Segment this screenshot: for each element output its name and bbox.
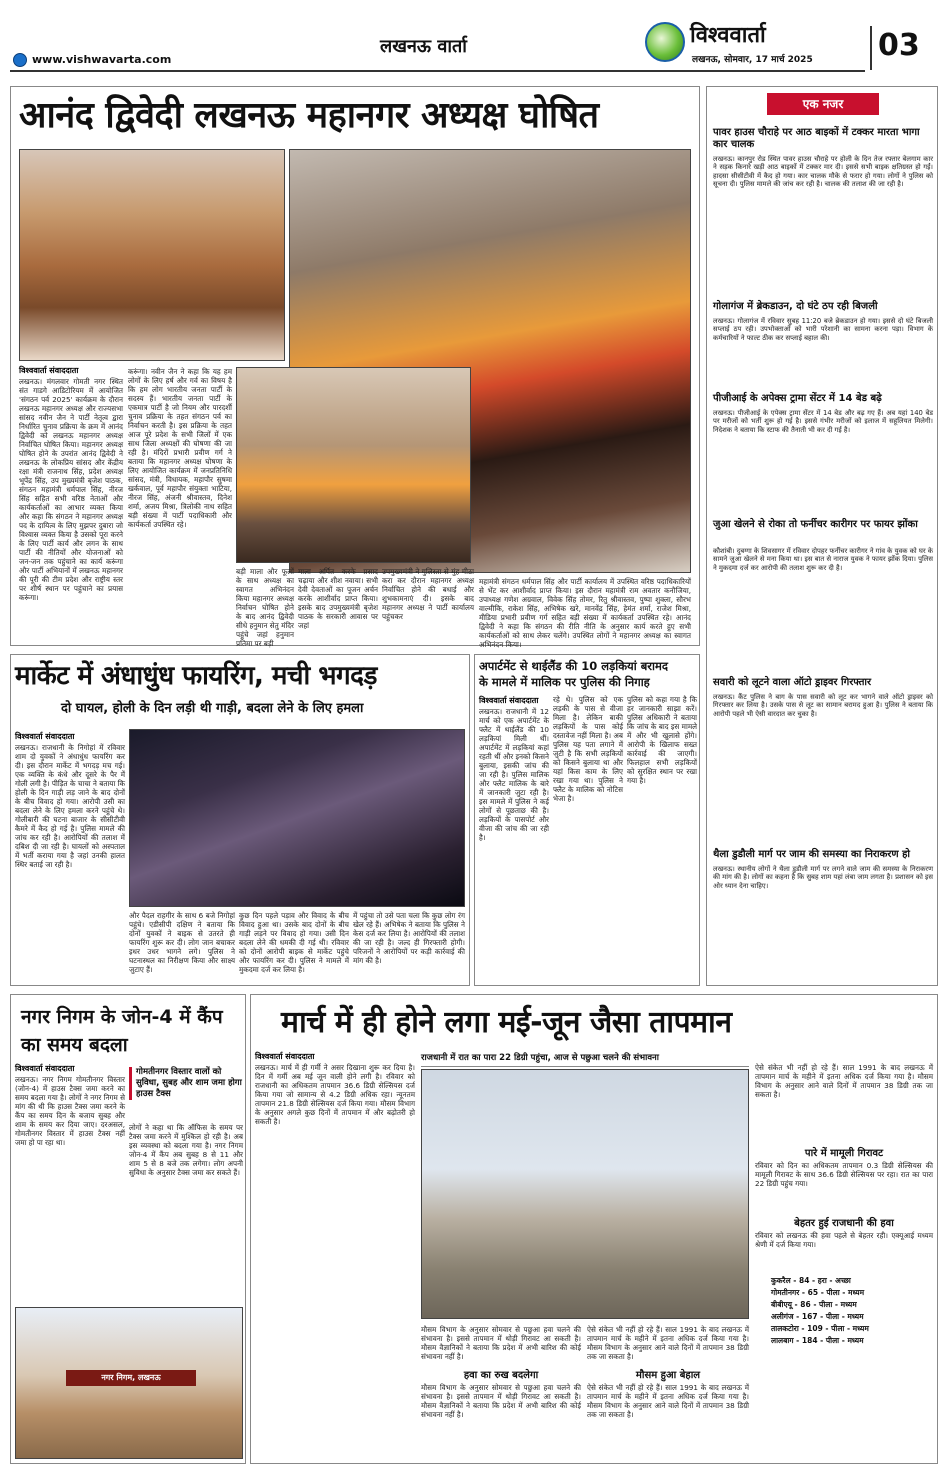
aqi-row: कुकरैल - 84 - हरा - अच्छा	[771, 1276, 851, 1285]
aqi-row: बीबीएयू - 86 - पीला - मध्यम	[771, 1300, 857, 1309]
page-number-divider	[870, 26, 872, 70]
lead-col-6: महामंत्री संगठन धर्मपाल सिंह और पार्टी कार्यालय में उपस्थित वरिष्ठ पदाधिकारियों से भेंट कर आशीर्वाद प्राप्त किया। इस दौरान महामंत्री राम अवतार कनौजिया, उपाध्यक्ष गणेश अग्रवाल, विवेक सिंह तोमर, रितु श्रीवास्तव, पुष्पा शुक्ला, सौरभ वाल्मीकि, राकेश सिंह, अभिषेक खरे, मानवेंद्र सिंह, हेमंत शर्मा, राजेश मिश्रा, मीडिया प्रभारी प्रवीण गर्ग सहित बड़ी संख्या में कार्यकर्ता उपस्थित रहे। आनंद द्विवेदी ने कहा कि संगठन की रीति नीति के अनुसार कार्य करते हुए सभी कार्यकर्ताओं को साथ लेकर चलेंगे। उपस्थित लोगों ने महानगर अध्यक्ष का स्वागत अभिनंदन किया।	[479, 577, 691, 649]
zone-pull-quote: गोमतीनगर विस्तार वालों को सुविधा, सुबह और शाम जमा होगा हाउस टैक्स	[129, 1067, 243, 1100]
market-col-4: में पहुंचा तो उसे पता चला कि कुछ लोग रंग खेल रहे हैं। अभिषेक ने बताया कि पुलिस ने केस दर्ज कर लिया है। आरोपियों की तलाश की जा रही है। जल्द ही गिरफ्तारी होगी। परिजनों ने आरोपियों पर कड़ी कार्रवाई की मांग की है।	[353, 911, 465, 965]
aqi-list	[771, 1275, 931, 1347]
aqi-row: गोमतीनगर - 65 - पीला - मध्यम	[771, 1288, 865, 1297]
sidebar-item-text: लखनऊ। गोलागंज में रविवार सुबह 11:20 बजे ब्रेकडाउन हो गया। इससे दो घंटे बिजली सप्लाई ठप रही। उपभोक्ताओं को भारी परेशानी का सामना करना पड़ा। विभाग के कर्मचारियों ने फाल्ट ठीक कर सप्लाई बहाल की।	[713, 317, 933, 342]
sidebar-item-title: जुआ खेलने से रोका तो फर्नीचर कारीगर पर फायर झोंका	[713, 519, 918, 530]
sidebar-item-text: लखनऊ। पीजीआई के एपेक्स ट्रामा सेंटर में 14 बेड और बढ़ गए हैं। अब यहां 140 बेड पर मरीजों को भर्ती शुरू हो गई है। इससे गंभीर मरीजों को इलाज में सहूलियत मिलेगी। निदेशक ने बताया कि स्टाफ की तैनाती भी कर दी गई है।	[713, 409, 933, 434]
heat-col-4b: रविवार को दिन का अधिकतम तापमान 0.3 डिग्री सेल्सियस की मामूली गिरावट के साथ 36.6 डिग्री सेल्सियस पर रहा। रात का पारा 22 डिग्री पहुंच गया।	[755, 1161, 933, 1188]
sidebar-item-title: गोलागंज में ब्रेकडाउन, दो घंटे ठप रही बिजली	[713, 301, 878, 312]
dateline: लखनऊ, सोमवार, 17 मार्च 2025	[692, 55, 813, 65]
heat-photo-caption: राजधानी में रात का पारा 22 डिग्री पहुंचा, आज से पछुआ चलने की संभावना	[421, 1053, 749, 1067]
heat-byline: विश्ववार्ता संवाददाता	[255, 1052, 315, 1061]
lead-byline: विश्ववार्ता संवाददाता	[19, 366, 79, 375]
apartment-col-3: पुलिस को कहा गया है कि हर जानकारी साझा करें। पुलिस अधिकारी ने बताया कि जांच के बाद इस मामले में और भी खुलासे होंगे। आरोपी के खिलाफ सख्त कार्रवाई की जाएगी। फिलहाल सभी लड़कियों को सुरक्षित स्थान पर रखा गया है।	[627, 695, 697, 785]
lead-col-4: माला अर्पित करके प्रसाद चढ़ाया और शीश नवाया। सभी देवी देवताओं का पूजन अर्चन करके आशीर्वाद प्राप्त किया। इसके बाद उपमुख्यमंत्री बृजेश पाठक के सरकारी आवास पर जहां	[298, 567, 378, 630]
market-col-1: लखनऊ। राजधानी के निगोहां में रविवार शाम दो युवकों ने अंधाधुंध फायरिंग कर दी। इस दौरान मार्केट में भगदड़ मच गई। एक व्यक्ति के कंधे और दूसरे के पैर में गोली लगी है। पीड़ित के चाचा ने बताया कि होली के दिन गाड़ी लड़ जाने के बाद दोनों के बीच विवाद हो गया। आरोपी उसी का बदला लेने के लिए हमला करने पहुंचे थे। गोलीबारी की घटना बाजार के सीसीटीवी कैमरे में कैद हो गई है। पुलिस मामले की जांच कर रही है। आरोपियों की तलाश में दबिश दी जा रही है। घायलों को अस्पताल में भर्ती कराया गया है जहां उनकी हालत स्थिर बताई जा रही है।	[15, 743, 125, 869]
aqi-row: तालकटोरा - 109 - पीला - मध्यम	[771, 1324, 869, 1333]
heat-subhead-2: मौसम हुआ बेहाल	[635, 1370, 701, 1381]
lead-story	[10, 86, 700, 649]
apartment-col-2: रहे थे। पुलिस को एक लड़की के पास से वीजा मिला है। लेकिन बाकी लड़कियों के पास कोई दस्तावेज नहीं मिला है। अब पुलिस यह पता लगाने में जुटी है कि सभी लड़कियों को किसने बुलाया था और यहां किस काम के लिए रखा गया था। पुलिस ने फ्लैट के मालिक को नोटिस भेजा है।	[553, 695, 623, 803]
heat-col-4: ऐसे संकेत भी नहीं हो रहे हैं। साल 1991 के बाद लखनऊ में तापमान मार्च के महीने में इतना अधिक दर्ज किया गया है। मौसम विभाग के अनुसार आने वाले दिनों में तापमान 38 डिग्री तक जा सकता है।	[755, 1063, 933, 1099]
zone-photo-building	[15, 1307, 243, 1459]
aqi-row: अलीगंज - 167 - पीला - मध्यम	[771, 1312, 864, 1321]
sidebar-ek-nazar	[706, 86, 938, 986]
lead-col-1: लखनऊ। मंगलवार गोमती नगर स्थित संत गाडगे आडिटोरियम में आयोजित 'संगठन पर्व 2025' कार्यक्रम के दौरान लखनऊ महानगर अध्यक्ष और राज्यसभा सांसद नवीन जैन ने पार्टी नेतृत्व द्वारा निर्धारित चुनाव प्रक्रिया के क्रम में आनंद द्विवेदी को लखनऊ महानगर अध्यक्ष निर्वाचित घोषित किया। महानगर अध्यक्ष घोषित होने के उपरांत आनंद द्विवेदी ने लखनऊ के लोकप्रिय सांसद और केंद्रीय रक्षा मंत्री राजनाथ सिंह, प्रदेश अध्यक्ष भूपेंद्र सिंह, उप मुख्यमंत्री बृजेश पाठक, संगठन महामंत्री धर्मपाल सिंह, नीरज सिंह सहित सभी वरिष्ठ नेताओं और कार्यकर्ताओं का आभार व्यक्त किया और कहा कि संगठन ने महानगर अध्यक्ष पद के दायित्व के लिए मुझपर दुबारा जो विश्वास व्यक्त किया है उसको पूरा करने के लिए पार्टी कार्य और लगन के साथ पार्टी की नीतियों और योजनाओं को जन-जन तक पहुंचाने का कार्य करूंगा और पार्टी अभियानों में लखनऊ महानगर की पूरी की टीम प्रदेश और राष्ट्रीय स्तर पर शीर्ष स्थान पर पहुंचाने का प्रयास करूंगा।	[19, 377, 123, 602]
masthead	[0, 0, 945, 78]
zone-col-1: लखनऊ। नगर निगम गोमतीनगर विस्तार (जोन-4) में हाउस टैक्स जमा करने का समय बदला गया है। लोगों ने नगर निगम से मांग की थी कि हाउस टैक्स जमा करने के कैंप का समय दिन के बजाय सुबह और शाम के समय कर दिया जाए। दरअसल, गोमतीनगर विस्तार में हाउस टैक्स नहीं जमा हो पा रहा था।	[15, 1075, 125, 1147]
sidebar-item-title: थैला डुडौली मार्ग पर जाम की समस्या का निराकरण हो	[713, 849, 910, 860]
heat-headline: मार्च में ही होने लगा मई-जून जैसा तापमान	[281, 1005, 732, 1040]
apartment-story	[474, 654, 700, 986]
market-story	[10, 654, 470, 986]
globe-icon	[13, 53, 27, 67]
heat-col-2b: मौसम विभाग के अनुसार सोमवार से पछुआ हवा चलने की संभावना है। इससे तापमान में थोड़ी गिरावट आ सकती है। मौसम वैज्ञानिकों ने बताया कि प्रदेश में अभी बारिश की कोई संभावना नहीं है।	[421, 1383, 581, 1419]
building-sign: नगर निगम, लखनऊ	[66, 1370, 196, 1386]
lead-col-3: बड़ी माला और फूलों के साथ अध्यक्ष का स्वागत अभिनंदन किया महानगर अध्यक्ष निर्वाचन घोषित होने के बाद आनंद द्विवेदी सीधे हनुमान सेतु मंदिर पहुंचे जहां हनुमान प्रतिमा पर बड़ी	[236, 567, 294, 648]
apartment-col-1: लखनऊ। राजधानी में 12 मार्च को एक अपार्टमेंट के फ्लैट में थाईलैंड की 10 लड़कियां मिली थीं। अपार्टमेंट में लड़कियां कहां रहती थीं और इनको किसने बुलाया, इसकी जांच की जा रही है। पुलिस मालिक और फ्लैट मालिक के बारे में जानकारी जुटा रही है। इस मामले में पुलिस ने कई लोगों से पूछताछ की है। लड़कियों के पासपोर्ट और वीजा की जांच की जा रही है।	[479, 707, 549, 842]
brand-logo-icon	[645, 22, 685, 62]
apartment-headline-line-1: अपार्टमेंट से थाईलैंड की 10 लड़कियां बरामद	[479, 659, 668, 673]
market-headline: मार्केट में अंधाधुंध फायरिंग, मची भगदड़	[15, 661, 377, 691]
heat-col-3: ऐसे संकेत भी नहीं हो रहे हैं। साल 1991 के बाद लखनऊ में तापमान मार्च के महीने में इतना अधिक दर्ज किया गया है। मौसम विभाग के अनुसार आने वाले दिनों में तापमान 38 डिग्री तक जा सकता है।	[587, 1325, 749, 1361]
lead-col-2: करूंगा। नवीन जैन ने कहा कि यह हम लोगों के लिए हर्ष और गर्व का विषय है कि हम लोग भारतीय जनता पार्टी के सदस्य हैं। भारतीय जनता पार्टी के एकमात्र पार्टी है जो नियम और पारदर्शी चुनाव प्रक्रिया के तहत संगठन पर्व का निर्वाचन करती है। इस प्रक्रिया के तहत आज पूरे प्रदेश के सभी जिलों में एक साथ जिला अध्यक्षों की घोषणा की जा रही है। मंदिरों प्रभारी प्रवीण गर्ग ने बताया कि महानगर अध्यक्ष घोषणा के लिए आयोजित कार्यक्रम में जनप्रतिनिधि सांसद, मंत्री, विधायक, महापौर सुषमा खर्कवाल, पूर्व महापौर संयुक्ता भाटिया, नीरज सिंह, अंजनी श्रीवास्तव, दिनेश शर्मा, अजय मिश्रा, त्रिलोकी नाथ सहित बड़ी संख्या में पार्टी पदाधिकारी और कार्यकर्ता उपस्थित रहे।	[128, 367, 232, 529]
heat-col-3b: ऐसे संकेत भी नहीं हो रहे हैं। साल 1991 के बाद लखनऊ में तापमान मार्च के महीने में इतना अधिक दर्ज किया गया है। मौसम विभाग के अनुसार आने वाले दिनों में तापमान 38 डिग्री तक जा सकता है।	[587, 1383, 749, 1419]
lead-photo-stage	[19, 149, 285, 361]
sidebar-item-title: पावर हाउस चौराहे पर आठ बाइकों में टक्कर मारता भागा कार चालक	[713, 127, 920, 150]
heat-photo-street	[421, 1069, 749, 1319]
market-col-2: और पैदल राहगीर के साथ 6 बजे निगोहां पहुंचे। एडीसीपी दक्षिण ने बताया कि दोनों युवकों ने बाइक से उतरते ही फायरिंग शुरू कर दी। लोग जान बचाकर इधर उधर भागने लगे। पुलिस ने घटनास्थल का निरीक्षण किया और साक्ष्य जुटाए हैं।	[129, 911, 235, 974]
heat-story	[250, 994, 938, 1464]
zone-byline: विश्ववार्ता संवाददाता	[15, 1064, 75, 1073]
lead-photo-group	[236, 367, 471, 563]
apartment-headline-line-2: के मामले में मालिक पर पुलिस की निगाह	[479, 675, 650, 689]
section-title: लखनऊ वार्ता	[380, 36, 467, 57]
market-photo	[129, 729, 465, 907]
heat-col-5: रविवार को लखनऊ की हवा पहले से बेहतर रही। एक्यूआई मध्यम श्रेणी में दर्ज किया गया।	[755, 1231, 933, 1249]
aqi-row: लालबाग - 184 - पीला - मध्यम	[771, 1336, 864, 1345]
heat-col-2: मौसम विभाग के अनुसार सोमवार से पछुआ हवा चलने की संभावना है। इससे तापमान में थोड़ी गिरावट आ सकती है। मौसम वैज्ञानिकों ने बताया कि प्रदेश में अभी बारिश की कोई संभावना नहीं है।	[421, 1325, 581, 1361]
masthead-rule	[10, 70, 865, 72]
market-byline: विश्ववार्ता संवाददाता	[15, 732, 75, 741]
sidebar-label: एक नजर	[767, 93, 879, 115]
zone-headline: नगर निगम के जोन-4 में कैंप का समय बदला	[21, 1006, 223, 1056]
sidebar-item-text: कौशांबी। दुबग्गा के शिवसागर में रविवार दोपहर फर्नीचर कारीगर ने गांव के युवक को घर के सामने जुआ खेलने से मना किया था। इस बात से नाराज युवक ने फायर झोंक दिया। पुलिस ने मुकदमा दर्ज कर आरोपी की तलाश शुरू कर दी है।	[713, 547, 933, 572]
heat-subhead-4: बेहतर हुई राजधानी की हवा	[794, 1218, 894, 1229]
sidebar-item-text: लखनऊ। स्थानीय लोगों ने थैला डुडौली मार्ग पर लगने वाले जाम की समस्या के निराकरण की मांग की है। लोगों का कहना है कि सुबह शाम यहां लंबा जाम लगता है। प्रशासन को इस ओर ध्यान देना चाहिए।	[713, 865, 933, 890]
sidebar-item-title: सवारी को लूटने वाला ऑटो ड्राइवर गिरफ्तार	[713, 677, 872, 688]
site-url[interactable]: www.vishwavarta.com	[32, 53, 172, 66]
brand-name: विश्ववार्ता	[690, 22, 766, 48]
lead-col-5: उपमुख्यमंत्री ने गुलिस्ता से मुंह मीठा करा कर दौरान महानगर अध्यक्ष निर्वाचित होने की बधाई और शुभकामनाएं दी। इसके बाद महानगर अध्यक्ष ने पार्टी कार्यालय पहुंचकर	[382, 567, 474, 621]
sidebar-item-title: पीजीआई के अपेक्स ट्रामा सेंटर में 14 बेड बढ़े	[713, 393, 882, 404]
market-subhead: दो घायल, होली के दिन लड़ी थी गाड़ी, बदला लेने के लिए हमला	[61, 701, 364, 716]
sidebar-item-text: लखनऊ। कैंट पुलिस ने बाग के पास सवारी को लूट कर भागने वाले ऑटो ड्राइवर को गिरफ्तार कर लिया है। उसके पास से लूट का सामान बरामद हुआ है। पुलिस ने बताया कि आरोपी पहले भी ऐसी वारदात कर चुका है।	[713, 693, 933, 718]
apartment-byline: विश्ववार्ता संवाददाता	[479, 696, 539, 705]
zone-story	[10, 994, 246, 1464]
heat-subhead-3: पारे में मामूली गिरावट	[804, 1148, 884, 1159]
heat-col-1: लखनऊ। मार्च में ही गर्मी ने असर दिखाना शुरू कर दिया है। दिन में गर्मी अब मई जून वाली होने लगी है। रविवार को राजधानी का अधिकतम तापमान 36.6 डिग्री सेल्सियस दर्ज किया गया जो सामान्य से 4.2 डिग्री अधिक रहा। न्यूनतम तापमान 21.8 डिग्री सेल्सियस दर्ज किया गया। मौसम विभाग के अनुसार अगले कुछ दिनों में तापमान में और बढ़ोतरी हो सकती है।	[255, 1063, 415, 1126]
zone-col-2: लोगों ने कहा था कि ऑफिस के समय पर टैक्स जमा करने में मुश्किल हो रही है। अब इस व्यवस्था को बदला गया है। नगर निगम जोन-4 में कैंप अब सुबह 8 से 11 और शाम 5 से 8 बजे तक लगेगा। लोग अपनी सुविधा के अनुसार टैक्स जमा कर सकते हैं।	[129, 1123, 243, 1177]
lead-headline: आनंद द्विवेदी लखनऊ महानगर अध्यक्ष घोषित	[19, 95, 599, 136]
market-col-3: कुछ दिन पहले पड़ाव और विवाद के बीच विवाद हुआ था। उसके बाद दोनों के बीच गाड़ी लड़ने पर विवाद हो गया। उसी दिन बदला लेने की धमकी दी गई थी। रविवार को दोनों आरोपी बाइक से मार्केट पहुंचे और फायरिंग कर दी। पुलिस ने मामले में मुकदमा दर्ज कर लिया है।	[239, 911, 349, 974]
page-number: 03	[878, 28, 920, 63]
heat-subhead-1: हवा का रुख बदलेगा	[463, 1370, 539, 1381]
sidebar-item-text: लखनऊ। कानपुर रोड स्थित पावर हाउस चौराहे पर होली के दिन तेज रफ्तार बेलगाम कार ने सड़क किनारे खड़ी आठ बाइकों में टक्कर मार दी। इससे सभी बाइक क्षतिग्रस्त हो गईं। हादसा सीसीटीवी में कैद हो गया। कार चालक मौके से फरार हो गया। लोगों ने पुलिस को सूचना दी। पुलिस मामले की जांच कर रही है। चालक की तलाश की जा रही है।	[713, 155, 933, 189]
